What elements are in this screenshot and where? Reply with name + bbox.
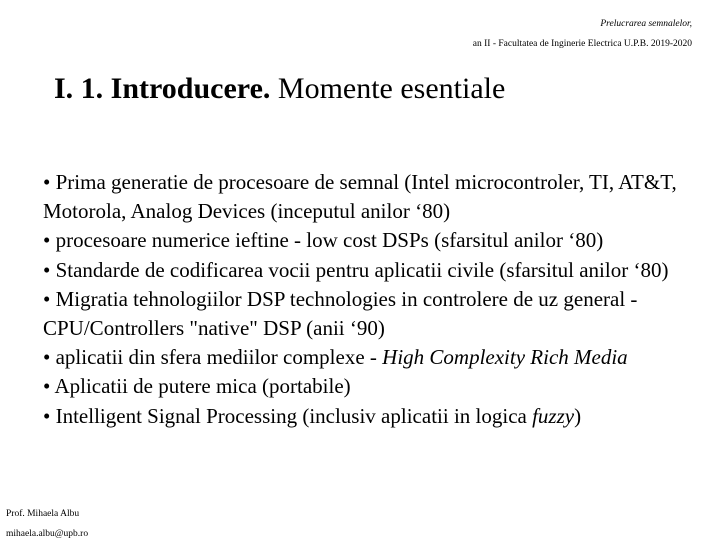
bullet-item: • Standarde de codificarea vocii pentru aplicatii civile (sfarsitul anilor ‘80) — [43, 257, 669, 282]
bullet-item: • Aplicatii de putere mica (portabile) — [43, 374, 351, 399]
course-name: Prelucrarea semnalelor, — [600, 19, 692, 29]
bullet-item: • Prima generatie de procesoare de semnal (Intel microcontroler, TI, AT&T, Motorola, Analog Devices (inceputul anilor ‘80) — [43, 170, 677, 224]
bullet-italic-text: fuzzy — [532, 403, 575, 428]
slide-header — [473, 14, 692, 54]
author-email: mihaela.albu@upb.ro — [6, 529, 89, 539]
bullet-item: • aplicatii din sfera mediilor complexe - High Complexity Rich Media — [43, 345, 628, 370]
bullet-item: • Intelligent Signal Processing (inclusiv aplicatii in logica fuzzy) — [43, 403, 582, 428]
faculty-line: an II - Facultatea de Inginerie Electrica U.P.B. 2019-2020 — [472, 39, 692, 49]
title-bold-part: I. 1. Introducere. — [54, 72, 271, 105]
bullet-italic-text: High Complexity Rich Media — [382, 345, 628, 370]
author-name: Prof. Mihaela Albu — [6, 509, 80, 519]
bullet-list — [43, 168, 683, 431]
title-normal-part: Momente esentiale — [270, 72, 506, 105]
slide-title — [54, 72, 505, 106]
slide-footer — [6, 504, 88, 544]
bullet-item: • Migratia tehnologiilor DSP technologies in controlere de uz general - CPU/Controllers "native" DSP (anii ‘90) — [43, 286, 638, 341]
bullet-item: • procesoare numerice ieftine - low cost DSPs (sfarsitul anilor ‘80) — [43, 228, 604, 253]
